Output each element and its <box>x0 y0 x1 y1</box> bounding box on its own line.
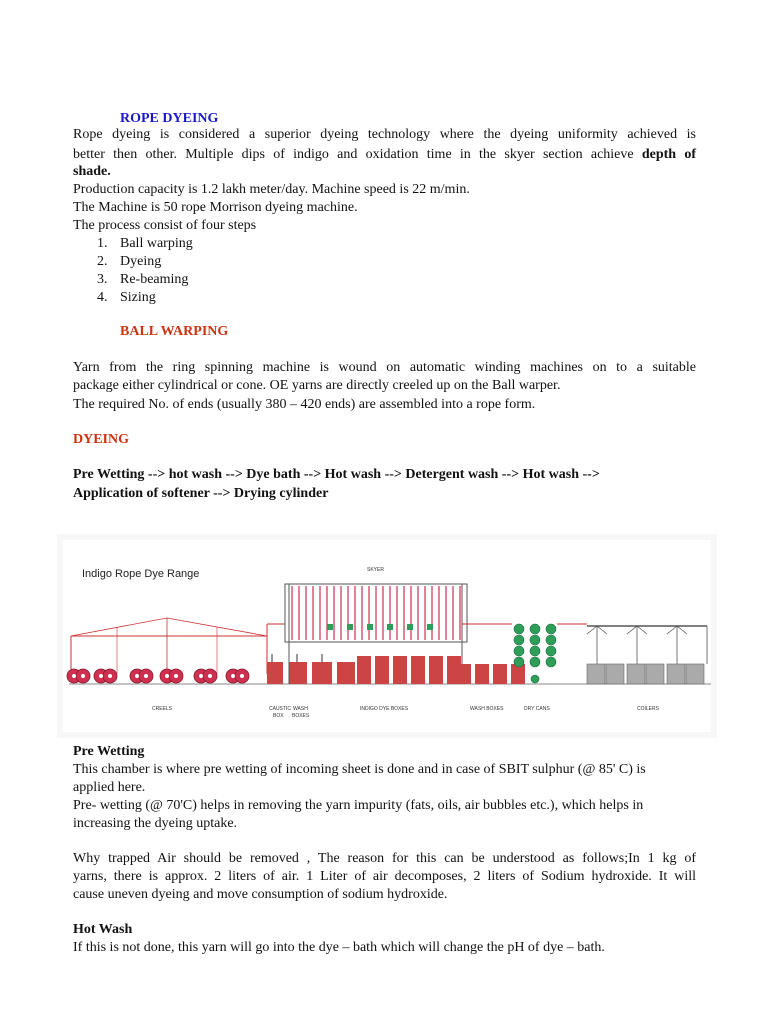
indigo-rope-dye-range-diagram <box>57 534 717 738</box>
rope-dyeing-line-2-text: better then other. Multiple dips of indigo and oxidation time in the skyer section achieve <box>73 147 642 162</box>
dyeing-flow-line-1: Pre Wetting --> hot wash --> Dye bath --> Hot wash --> Detergent wash --> Hot wash --> <box>73 467 600 482</box>
label-caustic-2: BOX <box>273 713 284 719</box>
label-caustic-1: CAUSTIC <box>269 706 291 712</box>
step-number: 3. <box>97 272 108 287</box>
pre-wetting-line-5: Why trapped Air should be removed , The reason for this can be understood as follows;In 1 kg of <box>73 851 696 866</box>
hot-wash-line-1: If this is not done, this yarn will go into the dye – bath which will change the pH of dye – bath. <box>73 940 605 955</box>
label-creels: CREELS <box>152 706 173 712</box>
step-label: Ball warping <box>120 236 193 251</box>
pre-wetting-line-4: increasing the dyeing uptake. <box>73 816 238 831</box>
skyer-label: SKYER <box>367 567 384 573</box>
pre-wetting-line-1: This chamber is where pre wetting of incoming sheet is done and in case of SBIT sulphur (@ 85' C) is <box>73 762 646 777</box>
step-label: Re-beaming <box>120 272 189 287</box>
label-wash-1: WASH <box>293 706 308 712</box>
heading-pre-wetting: Pre Wetting <box>73 744 145 759</box>
label-indigo-dye-boxes: INDIGO DYE BOXES <box>360 706 409 712</box>
rope-dyeing-line-5: The Machine is 50 rope Morrison dyeing machine. <box>73 200 358 215</box>
diagram-title: Indigo Rope Dye Range <box>82 568 200 580</box>
label-coilers: COILERS <box>637 706 659 712</box>
heading-hot-wash: Hot Wash <box>73 922 133 937</box>
dyeing-flow-line-2: Application of softener --> Drying cylinder <box>73 486 329 501</box>
rope-dyeing-line-1: Rope dyeing is considered a superior dyeing technology where the dyeing uniformity achieved is <box>73 127 696 142</box>
heading-rope-dyeing: ROPE DYEING <box>120 111 219 126</box>
ball-warping-line-1: Yarn from the ring spinning machine is wound on automatic winding machines on to a suitable <box>73 360 696 375</box>
step-label: Dyeing <box>120 254 162 269</box>
pre-wetting-line-6: yarns, there is approx. 2 liters of air. 1 Liter of air decomposes, 2 liters of Sodium hydroxide. It will <box>73 869 696 884</box>
ball-warping-line-2: package either cylindrical or cone. OE yarns are directly creeled up on the Ball warper. <box>73 378 561 393</box>
rope-dyeing-line-2 <box>73 146 696 164</box>
depth-of-shade-bold: depth of <box>641 147 696 162</box>
rope-dyeing-line-4: Production capacity is 1.2 lakh meter/day. Machine speed is 22 m/min. <box>73 182 470 197</box>
pre-wetting-line-7: cause uneven dyeing and move consumption of sodium hydroxide. <box>73 887 448 902</box>
pre-wetting-line-3: Pre- wetting (@ 70'C) helps in removing the yarn impurity (fats, oils, air bubbles etc.), which helps in <box>73 798 644 813</box>
pre-wetting-line-2: applied here. <box>73 780 146 795</box>
heading-dyeing: DYEING <box>73 432 130 447</box>
label-wash-boxes: WASH BOXES <box>470 706 504 712</box>
rope-dyeing-line-6: The process consist of four steps <box>73 218 257 233</box>
step-number: 4. <box>97 290 108 305</box>
ball-warping-line-3: The required No. of ends (usually 380 – 420 ends) are assembled into a rope form. <box>73 397 536 412</box>
heading-ball-warping: BALL WARPING <box>120 324 229 339</box>
label-wash-2: BOXES <box>292 713 310 719</box>
step-label: Sizing <box>120 290 156 305</box>
rope-dyeing-line-3: shade. <box>73 164 111 179</box>
step-number: 2. <box>97 254 108 269</box>
step-number: 1. <box>97 236 108 251</box>
label-dry-cans: DRY CANS <box>524 706 550 712</box>
